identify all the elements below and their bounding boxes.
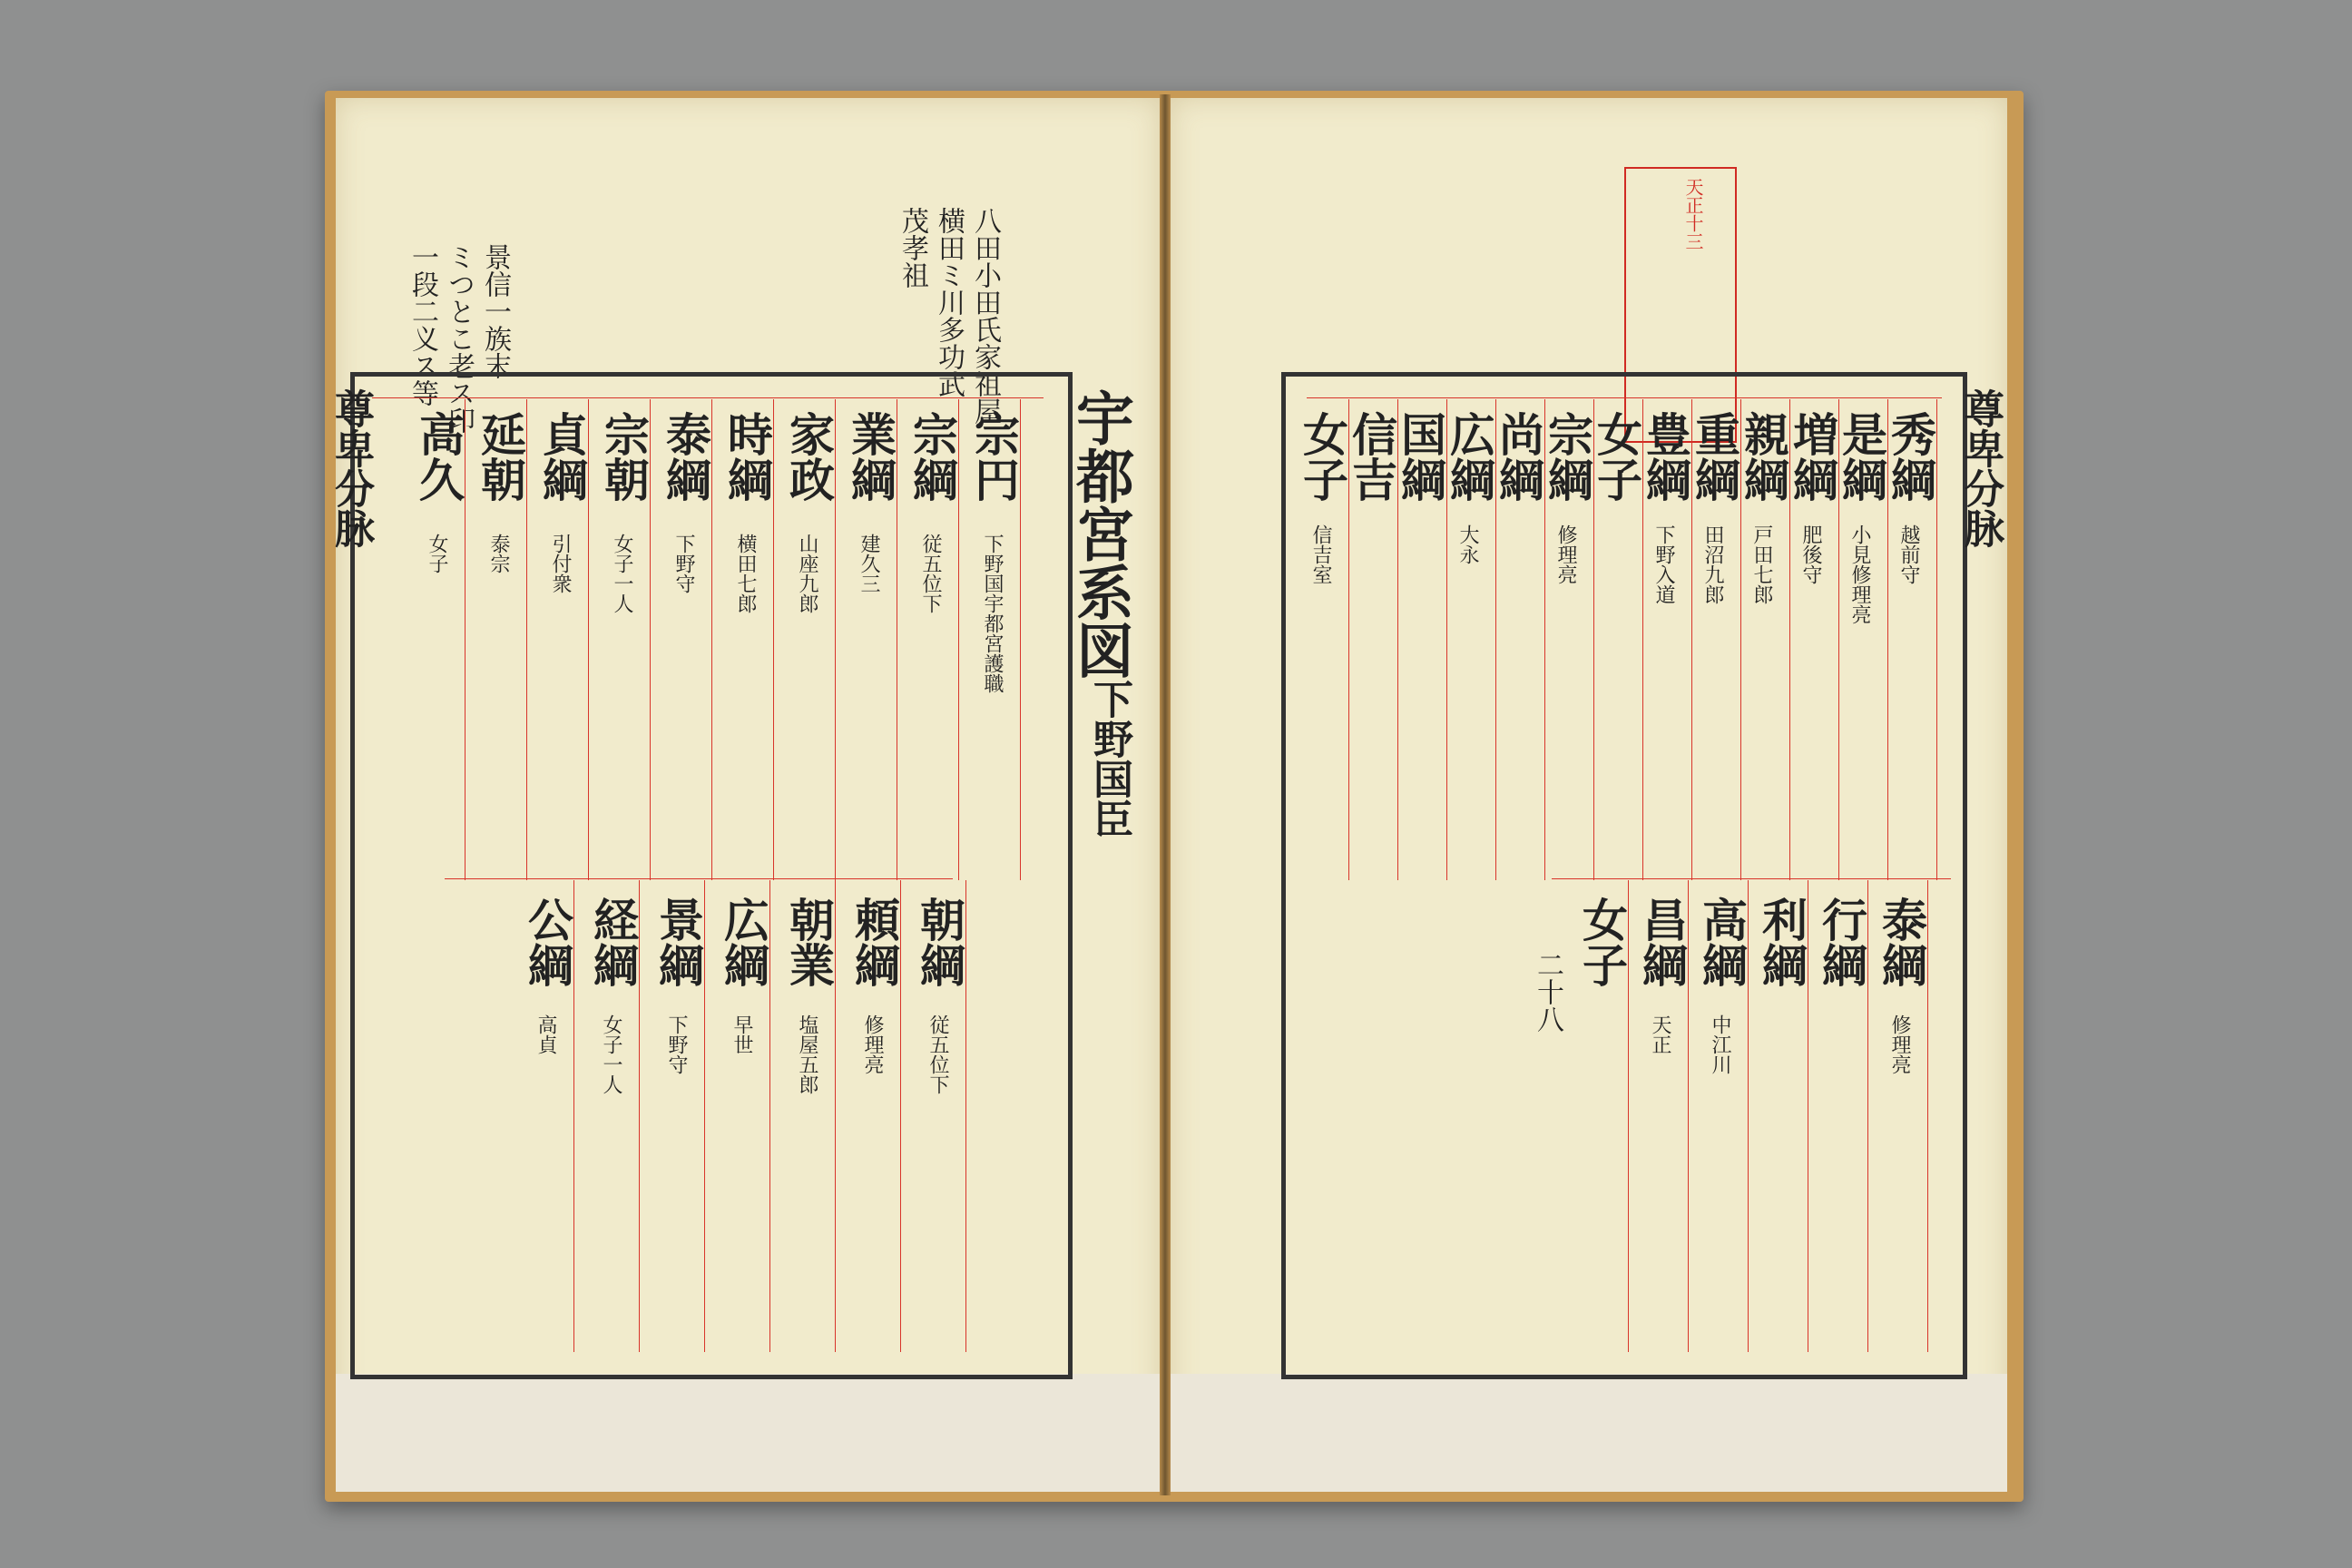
right-lower-entry-name: 高綱 (1695, 897, 1749, 987)
right-upper-entry-note: 田沼九郎 (1701, 524, 1724, 604)
right-lower-entry-note: 天正 (1649, 1014, 1671, 1054)
red-annotation-text: 天正十三 (1682, 178, 1704, 250)
right-lower-entry-note: 修理亮 (1888, 1014, 1911, 1074)
left-lower-entry-name: 景綱 (652, 897, 705, 987)
left-upper-entry-note: 建久三 (858, 534, 880, 593)
left-lower-entry-name: 広綱 (717, 897, 770, 987)
red-rule-top (372, 397, 1044, 398)
top-note-far-2: ミつとこ老ス印 (443, 243, 475, 434)
left-upper-entry-name: 時綱 (720, 411, 774, 502)
left-upper-entry-note: 従五位下 (919, 534, 942, 613)
left-upper-entry-name: 宗朝 (597, 411, 651, 502)
left-upper-entry-note: 横田七郎 (734, 534, 757, 613)
right-upper-entry-note: 小見修理亮 (1848, 524, 1871, 624)
right-upper-entry-note: 越前守 (1897, 524, 1920, 584)
right-upper-entry-name: 増綱 (1786, 411, 1839, 502)
left-upper-entry-name: 泰綱 (659, 411, 712, 502)
left-upper-entry-name: 業綱 (844, 411, 897, 502)
left-upper-entry-name: 延朝 (474, 411, 527, 502)
left-lower-entry-name: 経綱 (586, 897, 640, 987)
right-page (1171, 98, 2007, 1492)
left-lower-entry-name: 公綱 (521, 897, 574, 987)
left-lower-entry-note: 塩屋五郎 (796, 1014, 818, 1094)
right-upper-entry-name: 宗綱 (1541, 411, 1594, 502)
top-note-far-3: 一段二义ス等 (407, 243, 438, 407)
right-upper-entry-note: 修理亮 (1554, 524, 1577, 584)
book-gutter (1160, 94, 1171, 1495)
left-lower-entry-note: 従五位下 (926, 1014, 949, 1094)
left-upper-entry-name: 宗円 (967, 411, 1021, 502)
right-lower-entry-name: 泰綱 (1875, 897, 1928, 987)
left-upper-entry-note: 泰宗 (487, 534, 510, 573)
right-upper-entry-name: 尚綱 (1492, 411, 1545, 502)
red-rule-mid (1552, 878, 1951, 879)
top-note-2: 横田ミ川多功武 (933, 207, 965, 397)
page-bottom-strip (336, 1374, 1160, 1492)
right-upper-entry-name: 是綱 (1835, 411, 1888, 502)
right-lower-entry-name: 行綱 (1815, 897, 1868, 987)
left-lower-entry-name: 頼綱 (848, 897, 901, 987)
right-upper-entry-name: 国綱 (1394, 411, 1447, 502)
left-upper-entry-note: 女子一人 (611, 534, 633, 613)
left-upper-entry-note: 下野守 (672, 534, 695, 593)
left-upper-entry-name: 家政 (782, 411, 836, 502)
right-upper-entry-name: 重綱 (1688, 411, 1741, 502)
top-note-far-1: 景信一族末 (479, 243, 511, 379)
left-lower-entry-note: 高貞 (534, 1014, 557, 1054)
page-bottom-strip (1171, 1374, 2007, 1492)
right-lower-entry-note: 中江川 (1709, 1014, 1731, 1074)
left-lower-entry-name: 朝業 (782, 897, 836, 987)
left-lower-entry-note: 早世 (730, 1014, 753, 1054)
left-upper-entry-name: 高久 (412, 411, 466, 502)
left-page (328, 98, 1160, 1492)
right-upper-entry-note: 下野入道 (1652, 524, 1675, 604)
province-label: 下野国臣 (1086, 679, 1132, 838)
left-upper-entry-note: 引付衆 (549, 534, 572, 593)
edge-label: 尊卑分脉 (328, 388, 374, 548)
top-note-3: 茂孝祖 (897, 207, 928, 289)
left-upper-entry-note: 女子 (426, 534, 448, 573)
right-upper-entry-name: 広綱 (1443, 411, 1496, 502)
right-upper-entry-name: 親綱 (1737, 411, 1790, 502)
right-upper-entry-note: 大永 (1456, 524, 1479, 564)
left-lower-entry-name: 朝綱 (913, 897, 966, 987)
left-lower-entry-note: 下野守 (665, 1014, 688, 1074)
left-lower-entry-note: 修理亮 (861, 1014, 884, 1074)
right-upper-entry-name: 女子 (1296, 411, 1349, 502)
left-lower-entry-note: 女子一人 (600, 1014, 622, 1094)
genealogy-frame-right (1281, 372, 1967, 1379)
right-upper-entry-note: 信吉室 (1309, 524, 1332, 584)
right-upper-entry-name: 女子 (1590, 411, 1643, 502)
right-upper-entry-name: 秀綱 (1884, 411, 1937, 502)
right-upper-entry-note: 肥後守 (1799, 524, 1822, 584)
right-lower-entry-name: 女子 (1575, 897, 1629, 987)
left-upper-entry-name: 貞綱 (535, 411, 589, 502)
left-upper-entry-name: 宗綱 (906, 411, 959, 502)
edge-label-right: 尊卑分脉 (1957, 388, 2004, 548)
folio-number: 二十八 (1532, 951, 1563, 1033)
left-upper-entry-note: 山座九郎 (796, 534, 818, 613)
right-upper-entry-note: 戸田七郎 (1750, 524, 1773, 604)
red-rule-mid (445, 878, 953, 879)
right-lower-entry-name: 利綱 (1755, 897, 1808, 987)
right-upper-entry-name: 豊綱 (1639, 411, 1692, 502)
document-title: 宇都宮系図 (1066, 388, 1134, 679)
red-rule-top (1307, 397, 1942, 398)
right-upper-entry-name: 信吉 (1345, 411, 1398, 502)
right-lower-entry-name: 昌綱 (1635, 897, 1689, 987)
top-note-1: 八田小田氏家祖屋 (969, 207, 1001, 425)
left-upper-entry-note: 下野国宇都宮護職 (981, 534, 1004, 693)
